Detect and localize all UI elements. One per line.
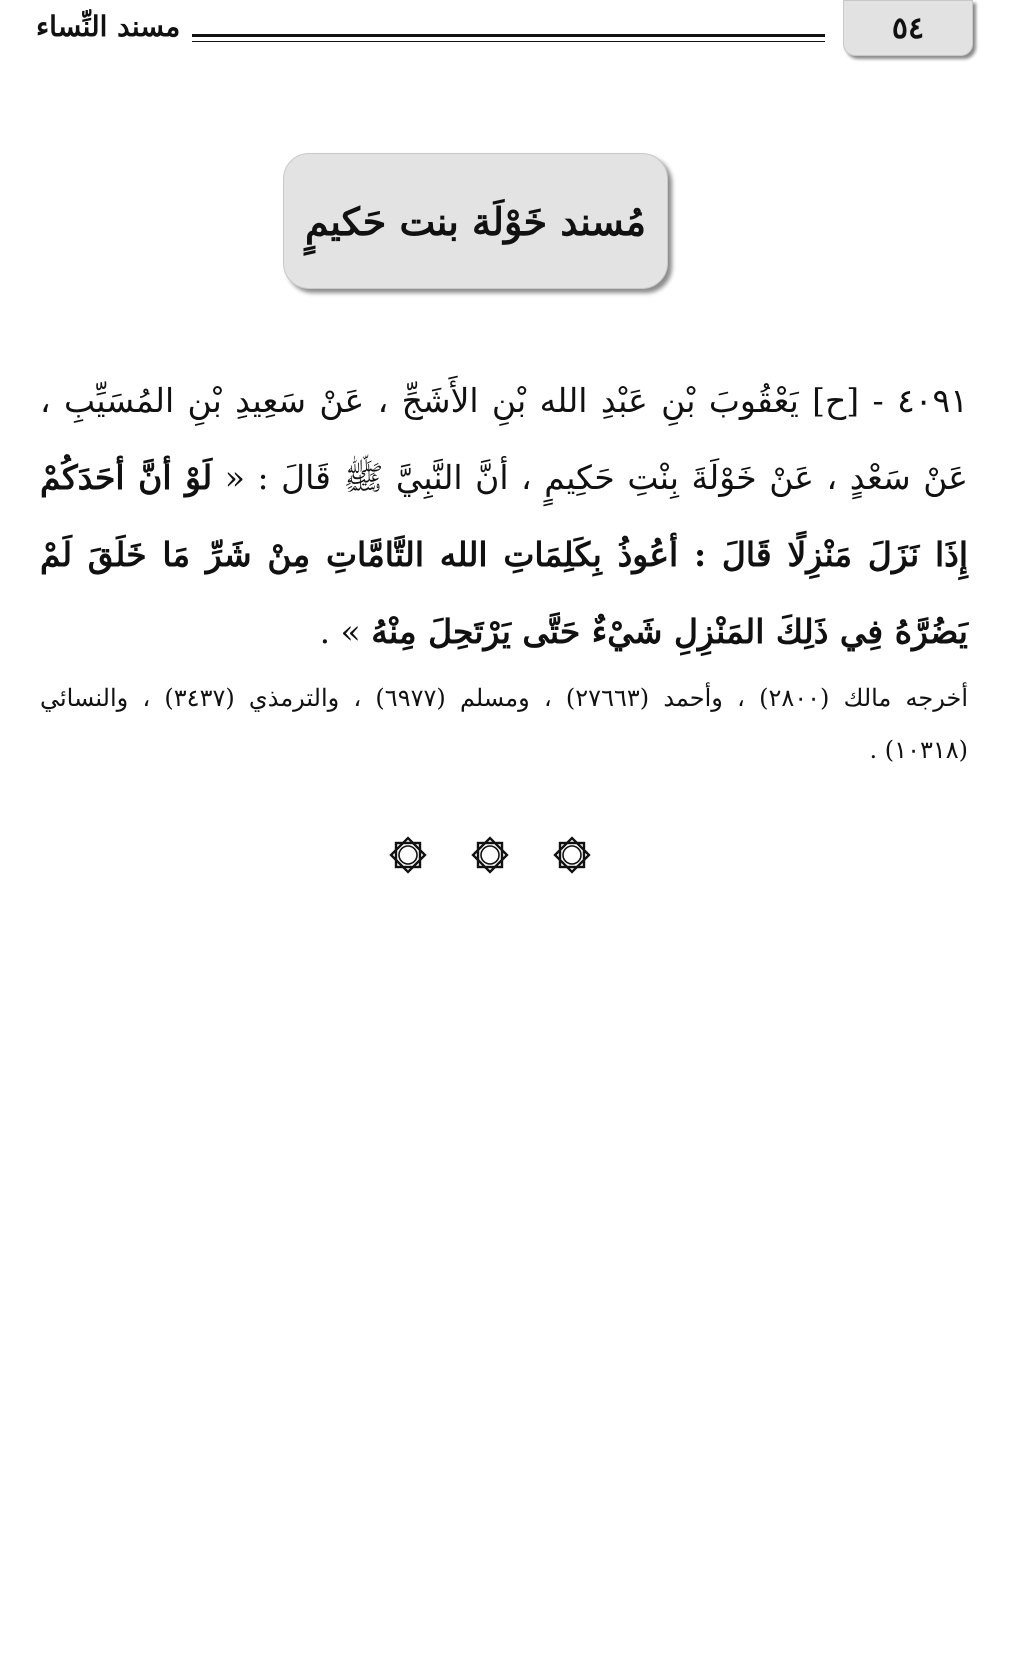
star-ornament-icon <box>549 832 595 878</box>
page-number-tab <box>843 0 973 56</box>
page-header <box>0 0 1010 70</box>
header-rule-thin <box>192 41 825 42</box>
hadith-paragraph <box>40 362 968 670</box>
star-ornament-icon <box>467 832 513 878</box>
hadith-number: ٤٠٩١ <box>897 381 968 420</box>
star-ornament-icon <box>385 832 431 878</box>
page-number: ٥٤ <box>891 10 925 46</box>
section-title-box <box>283 153 668 289</box>
hadith-isnad: - [ح] يَعْقُوبَ بْنِ عَبْدِ الله بْنِ الأَشَجِّ ، عَنْ سَعِيدِ بْنِ المُسَيِّبِ ، عَنْ سَعْدٍ ، عَنْ خَوْلَةَ بِنْتِ حَكِيمٍ ، أنَّ النَّبِيَّ ﷺ قَالَ : « <box>40 381 969 497</box>
takhrij-footnote: أخرجه مالك (٢٨٠٠) ، وأحمد (٢٧٦٦٣) ، ومسلم (٦٩٧٧) ، والترمذي (٣٤٣٧) ، والنسائي (١٠٣١٨) . <box>40 684 968 764</box>
running-head: مسند النِّساء <box>36 10 181 43</box>
section-title: مُسند خَوْلَة بنت حَكيمٍ <box>304 198 647 244</box>
header-rule <box>192 34 825 37</box>
hadith-closing: » . <box>319 612 361 651</box>
hadith-matn: لَوْ أنَّ أحَدَكُمْ إِذَا نَزَلَ مَنْزِلًا قَالَ : أعُوذُ بِكَلِمَاتِ الله التَّامَّاتِ مِنْ شَرِّ مَا خَلَقَ لَمْ يَضُرَّهُ فِي ذَلِكَ المَنْزِلِ شَيْءٌ حَتَّى يَرْتَحِلَ مِنْهُ <box>40 458 968 651</box>
section-end-ornaments <box>385 832 595 878</box>
